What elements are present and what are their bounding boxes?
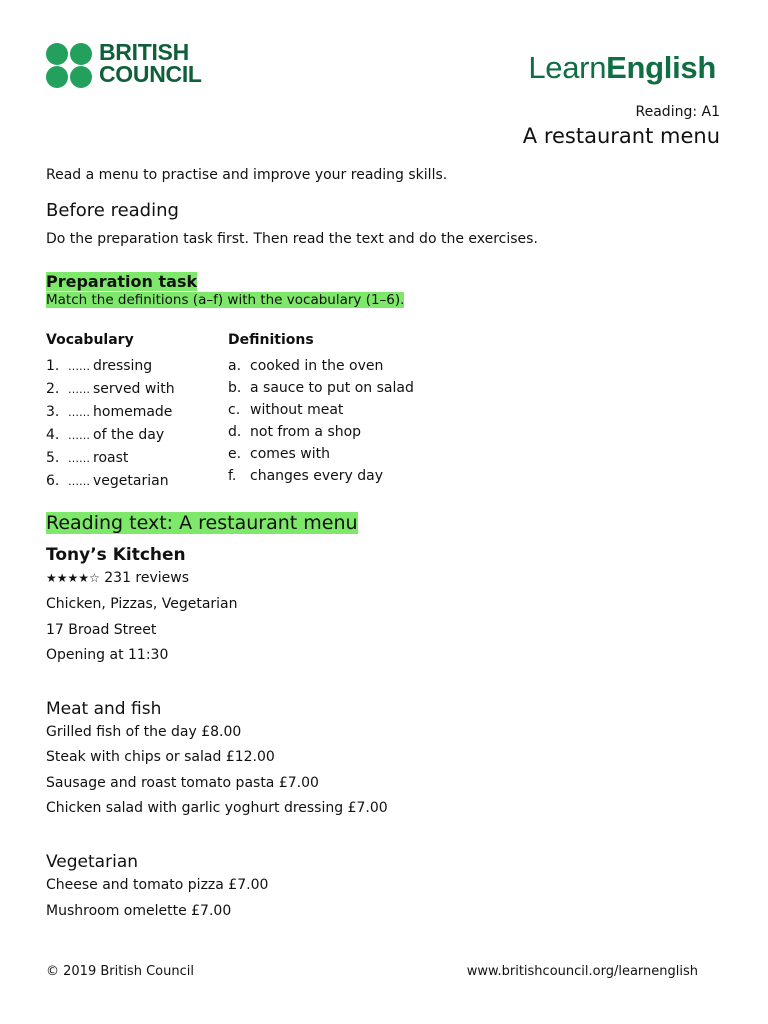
- cuisine-text: Chicken, Pizzas, Vegetarian: [46, 596, 238, 612]
- rating-line: [46, 570, 189, 586]
- definition-letter: f.: [228, 468, 237, 484]
- vocab-word: roast: [93, 450, 129, 466]
- logo-line-2: COUNCIL: [99, 61, 202, 87]
- definition-letter: d.: [228, 424, 242, 440]
- prep-title-text: Preparation task: [46, 272, 198, 291]
- prep-title: [46, 272, 197, 291]
- definition-item: [228, 443, 414, 465]
- intro-text: Read a menu to practise and improve your reading skills.: [46, 167, 448, 183]
- reading-heading-text: Reading text: A restaurant menu: [46, 512, 358, 534]
- definition-item: [228, 355, 414, 377]
- definition-text: cooked in the oven: [250, 358, 384, 374]
- logo-line-1: BRITISH: [99, 39, 189, 65]
- logo-dot: [46, 66, 68, 88]
- vocab-num: 1.: [46, 358, 60, 374]
- definitions-list: [228, 355, 414, 487]
- answer-gap: ……: [68, 360, 90, 373]
- definition-letter: e.: [228, 446, 242, 462]
- logo-dot: [70, 43, 92, 65]
- definition-text: without meat: [250, 402, 344, 418]
- menu-item: Mushroom omelette £7.00: [46, 903, 232, 919]
- answer-gap: ……: [68, 429, 90, 442]
- before-reading-heading: Before reading: [46, 200, 179, 221]
- brand-light: Learn: [528, 50, 607, 85]
- definition-letter: a.: [228, 358, 242, 374]
- menu-item: Chicken salad with garlic yoghurt dressing £7.00: [46, 800, 388, 816]
- reading-heading: [46, 512, 358, 534]
- definition-letter: c.: [228, 402, 241, 418]
- menu-item: Cheese and tomato pizza £7.00: [46, 877, 269, 893]
- vocab-word: served with: [93, 381, 175, 397]
- learnenglish-brand: [528, 50, 716, 86]
- vocab-num: 5.: [46, 450, 60, 466]
- restaurant-name: Tony’s Kitchen: [46, 545, 186, 565]
- menu-item: Steak with chips or salad £12.00: [46, 749, 275, 765]
- opening-text: Opening at 11:30: [46, 647, 169, 663]
- vocab-word: of the day: [93, 427, 165, 443]
- definition-item: [228, 465, 414, 487]
- vocab-item: [46, 355, 175, 378]
- definition-letter: b.: [228, 380, 242, 396]
- logo-wordmark: [99, 41, 202, 85]
- level-label: Reading: A1: [635, 104, 720, 120]
- address-text: 17 Broad Street: [46, 622, 157, 638]
- review-count: 231 reviews: [104, 570, 190, 586]
- vocab-num: 6.: [46, 473, 60, 489]
- answer-gap: ……: [68, 452, 90, 465]
- logo-dot: [46, 43, 68, 65]
- vocab-num: 2.: [46, 381, 60, 397]
- definition-item: [228, 399, 414, 421]
- vocab-word: homemade: [93, 404, 173, 420]
- menu-item: Grilled fish of the day £8.00: [46, 724, 242, 740]
- vocab-header: Vocabulary: [46, 332, 134, 348]
- answer-gap: ……: [68, 383, 90, 396]
- vocab-item: [46, 470, 175, 493]
- vocab-num: 4.: [46, 427, 60, 443]
- vocab-item: [46, 424, 175, 447]
- definition-text: changes every day: [250, 468, 384, 484]
- logo-dot: [70, 66, 92, 88]
- brand-bold: English: [606, 50, 716, 85]
- defs-header: Definitions: [228, 332, 314, 348]
- star-rating-icon: ★★★★☆: [46, 571, 100, 585]
- menu-item: Sausage and roast tomato pasta £7.00: [46, 775, 319, 791]
- vocab-num: 3.: [46, 404, 60, 420]
- page-title: A restaurant menu: [522, 124, 720, 148]
- answer-gap: ……: [68, 406, 90, 419]
- definition-text: comes with: [250, 446, 330, 462]
- vocab-list: [46, 355, 175, 493]
- meat-fish-heading: Meat and fish: [46, 699, 162, 719]
- footer-url-link[interactable]: www.britishcouncil.org/learnenglish: [466, 964, 698, 979]
- vocab-item: [46, 447, 175, 470]
- prep-instruction: [46, 292, 404, 308]
- vocab-item: [46, 378, 175, 401]
- definition-item: [228, 421, 414, 443]
- before-reading-text: Do the preparation task first. Then read the text and do the exercises.: [46, 231, 538, 247]
- vocab-word: dressing: [93, 358, 153, 374]
- definition-text: not from a shop: [250, 424, 362, 440]
- prep-instruction-text: Match the definitions (a–f) with the vocabulary (1–6).: [46, 292, 405, 308]
- british-council-logo: [46, 43, 94, 89]
- definition-item: [228, 377, 414, 399]
- copyright-text: © 2019 British Council: [46, 964, 194, 979]
- definition-text: a sauce to put on salad: [250, 380, 414, 396]
- vegetarian-heading: Vegetarian: [46, 852, 139, 872]
- answer-gap: ……: [68, 475, 90, 488]
- vocab-word: vegetarian: [93, 473, 169, 489]
- vocab-item: [46, 401, 175, 424]
